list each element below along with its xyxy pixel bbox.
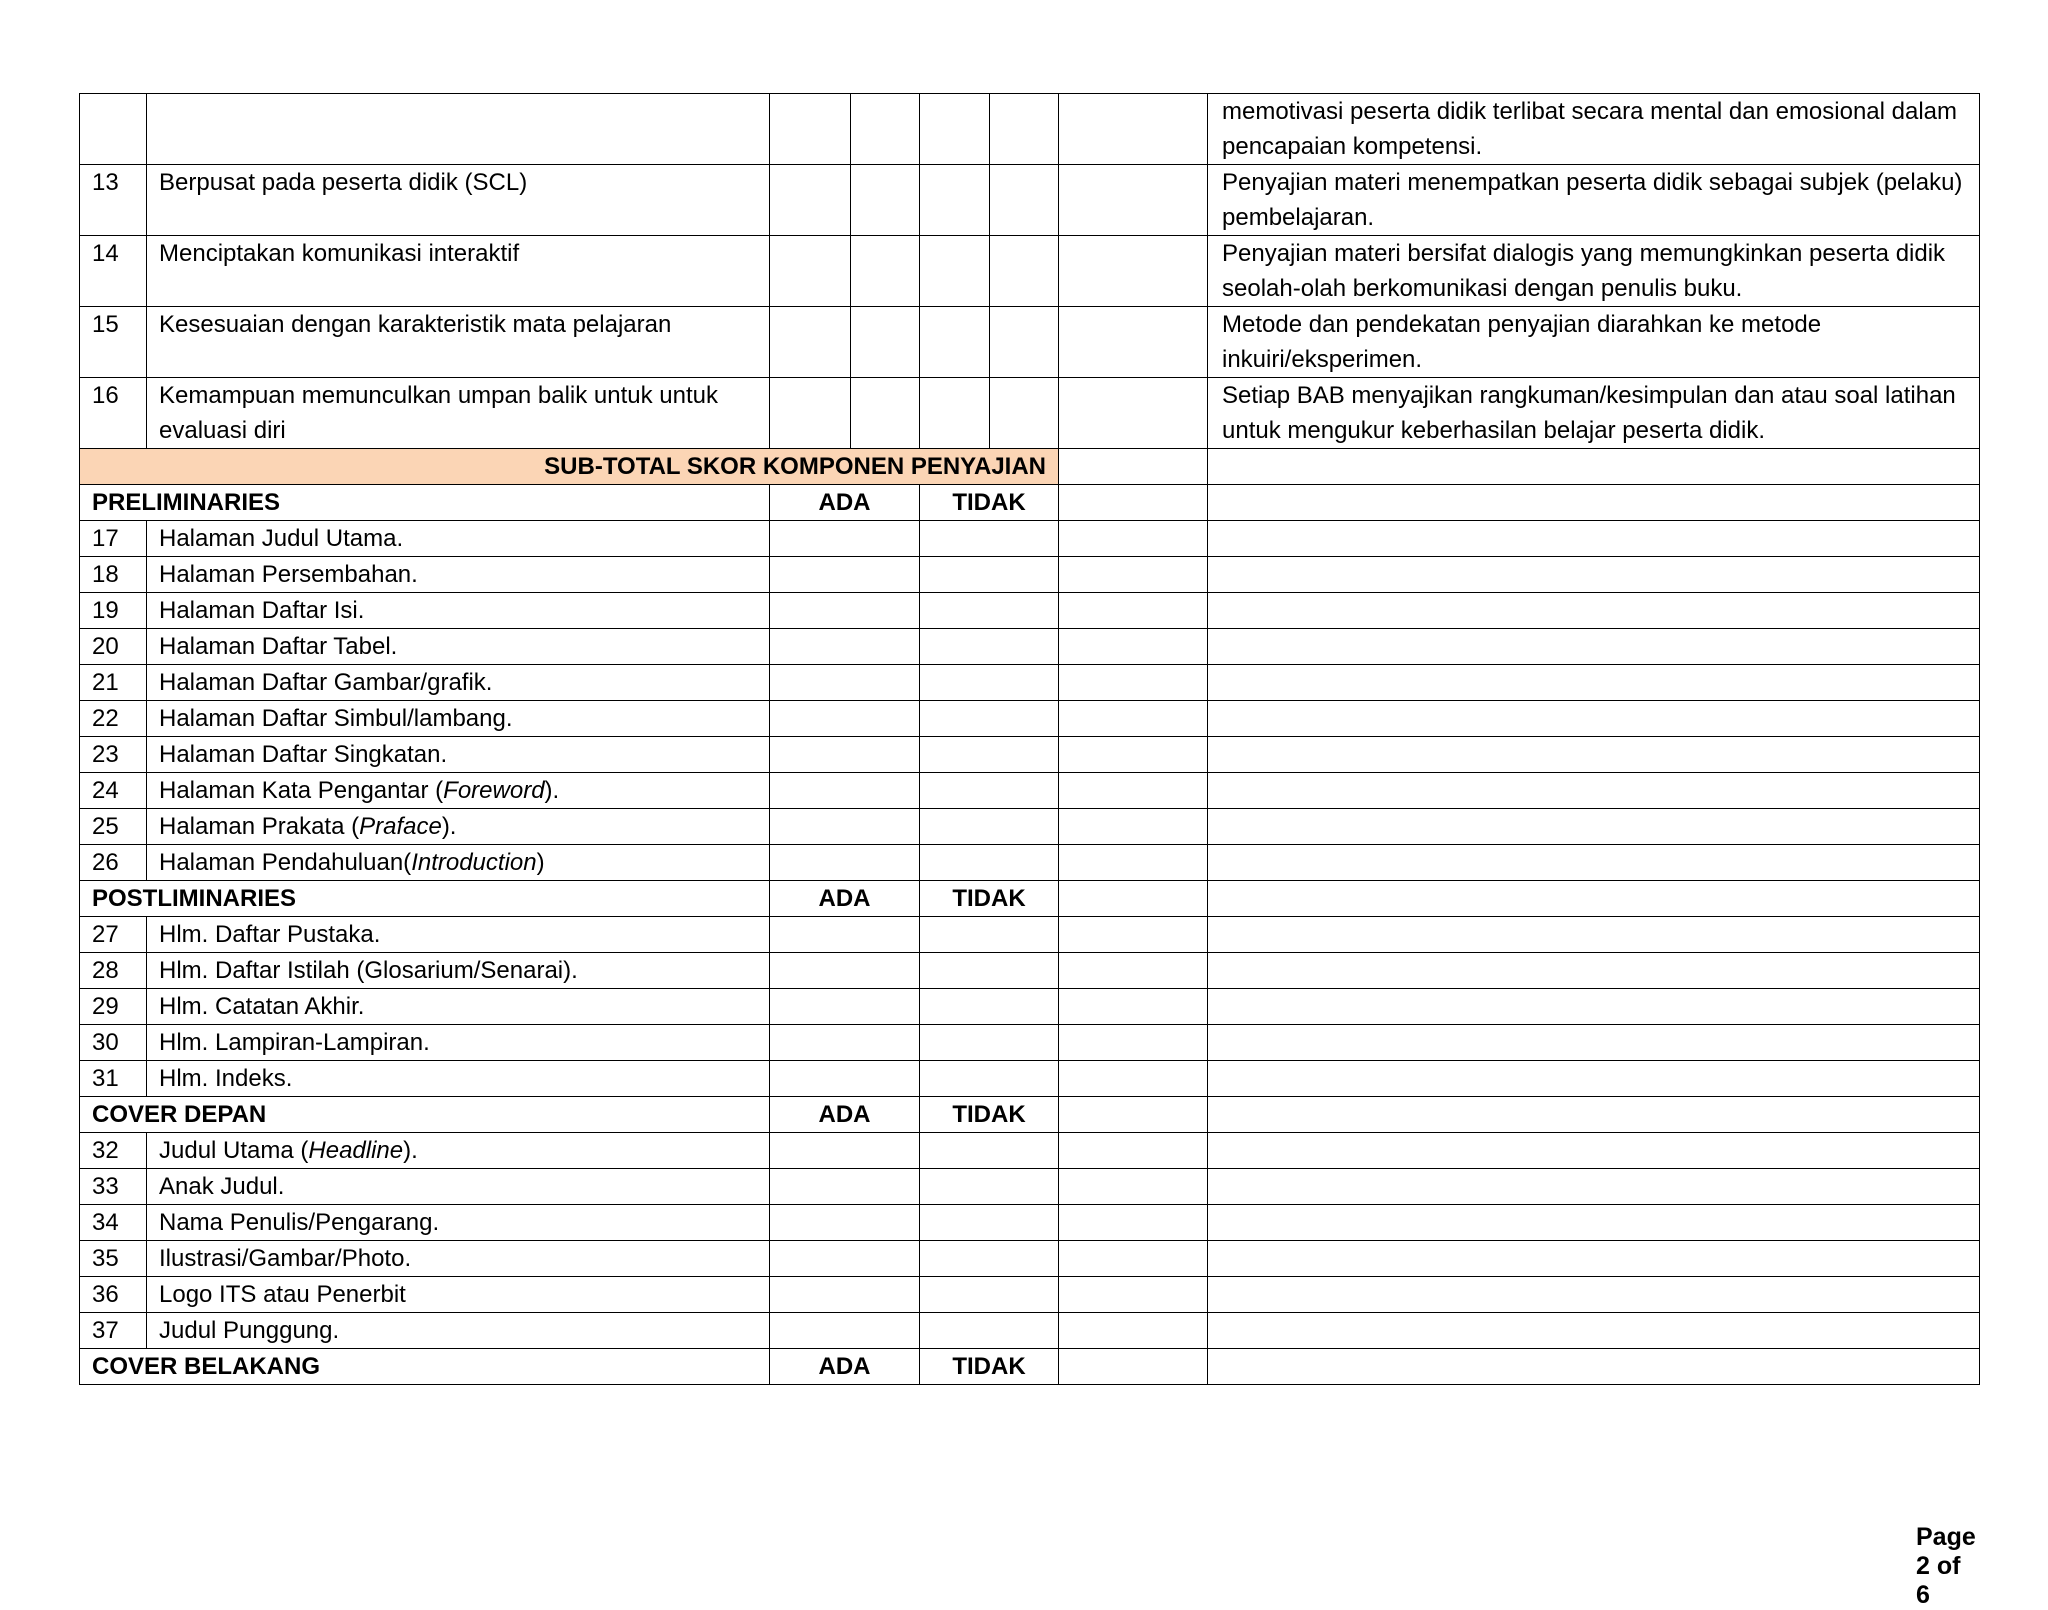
criterion-text: Berpusat pada peserta didik (SCL)	[147, 165, 770, 236]
ada-checkbox-cell[interactable]	[770, 953, 920, 989]
table-row	[80, 1205, 1980, 1241]
note-cell	[1208, 917, 1980, 953]
score-total-cell	[1059, 307, 1208, 378]
score-cell	[1059, 593, 1208, 629]
table-row	[80, 917, 1980, 953]
item-label: Halaman Daftar Isi.	[159, 597, 365, 624]
note-cell	[1208, 989, 1980, 1025]
section-header-row	[80, 881, 1980, 917]
note-cell	[1208, 1277, 1980, 1313]
col-tidak-header: TIDAK	[920, 485, 1059, 521]
ada-checkbox-cell[interactable]	[770, 1133, 920, 1169]
ada-checkbox-cell[interactable]	[770, 593, 920, 629]
score-cell[interactable]	[920, 378, 990, 449]
score-cell[interactable]	[920, 94, 990, 165]
table-row	[80, 1025, 1980, 1061]
criterion-text	[147, 94, 770, 165]
tidak-checkbox-cell[interactable]	[920, 737, 1059, 773]
item-label: Hlm. Catatan Akhir.	[159, 993, 365, 1020]
row-number: 29	[80, 989, 147, 1025]
item-label-suffix: ).	[544, 777, 560, 804]
item-label: Halaman Daftar Tabel.	[159, 633, 398, 660]
note-cell	[1208, 845, 1980, 881]
col-ada-header: ADA	[770, 1349, 920, 1385]
score-cell	[1059, 485, 1208, 521]
item-text	[147, 1241, 770, 1277]
row-number: 19	[80, 593, 147, 629]
item-label-italic: Praface	[359, 813, 442, 840]
ada-checkbox-cell[interactable]	[770, 989, 920, 1025]
score-cell[interactable]	[920, 307, 990, 378]
item-label: Hlm. Daftar Pustaka.	[159, 921, 381, 948]
item-text	[147, 1133, 770, 1169]
ada-checkbox-cell[interactable]	[770, 665, 920, 701]
score-cell	[1059, 629, 1208, 665]
note-text: Setiap BAB menyajikan rangkuman/kesimpulan dan atau soal latihan untuk mengukur keberhasilan belajar peserta didik.	[1208, 378, 1980, 449]
row-number: 13	[80, 165, 147, 236]
item-label: Ilustrasi/Gambar/Photo.	[159, 1245, 412, 1272]
score-cell	[1059, 881, 1208, 917]
score-cell[interactable]	[851, 236, 920, 307]
item-label: Halaman Daftar Singkatan.	[159, 741, 448, 768]
score-cell[interactable]	[851, 307, 920, 378]
row-number: 33	[80, 1169, 147, 1205]
col-ada-header: ADA	[770, 881, 920, 917]
item-label: Hlm. Daftar Istilah (Glosarium/Senarai).	[159, 957, 578, 984]
table-row	[80, 1277, 1980, 1313]
row-number: 37	[80, 1313, 147, 1349]
note-text: memotivasi peserta didik terlibat secara mental dan emosional dalam pencapaian kompetensi.	[1208, 94, 1980, 165]
tidak-checkbox-cell[interactable]	[920, 1061, 1059, 1097]
table-row	[80, 809, 1980, 845]
table-row	[80, 773, 1980, 809]
ada-checkbox-cell[interactable]	[770, 1169, 920, 1205]
row-number: 20	[80, 629, 147, 665]
row-number: 35	[80, 1241, 147, 1277]
score-cell	[1059, 1061, 1208, 1097]
item-label: Hlm. Indeks.	[159, 1065, 293, 1092]
tidak-checkbox-cell[interactable]	[920, 1241, 1059, 1277]
note-text: Metode dan pendekatan penyajian diarahkan ke metode inkuiri/eksperimen.	[1208, 307, 1980, 378]
row-number: 21	[80, 665, 147, 701]
row-number: 16	[80, 378, 147, 449]
score-cell[interactable]	[851, 378, 920, 449]
item-text	[147, 917, 770, 953]
item-label-suffix: ).	[403, 1137, 418, 1164]
section-header-row	[80, 1349, 1980, 1385]
score-cell[interactable]	[770, 378, 851, 449]
row-number: 25	[80, 809, 147, 845]
item-text	[147, 1061, 770, 1097]
item-text	[147, 1313, 770, 1349]
item-label: Halaman Kata Pengantar (	[159, 777, 444, 804]
tidak-checkbox-cell[interactable]	[920, 1277, 1059, 1313]
item-label: Halaman Prakata (	[159, 813, 360, 840]
score-cell	[1059, 989, 1208, 1025]
tidak-checkbox-cell[interactable]	[920, 701, 1059, 737]
col-tidak-header: TIDAK	[920, 1097, 1059, 1133]
item-label: Logo ITS atau Penerbit	[159, 1281, 406, 1308]
row-number: 22	[80, 701, 147, 737]
ada-checkbox-cell[interactable]	[770, 737, 920, 773]
table-row	[80, 665, 1980, 701]
note-cell	[1208, 773, 1980, 809]
col-tidak-header: TIDAK	[920, 881, 1059, 917]
ada-checkbox-cell[interactable]	[770, 1277, 920, 1313]
item-text	[147, 629, 770, 665]
col-ada-header: ADA	[770, 1097, 920, 1133]
ada-checkbox-cell[interactable]	[770, 629, 920, 665]
note-cell	[1208, 701, 1980, 737]
tidak-checkbox-cell[interactable]	[920, 665, 1059, 701]
row-number: 18	[80, 557, 147, 593]
note-cell	[1208, 593, 1980, 629]
score-cell[interactable]	[920, 165, 990, 236]
score-cell[interactable]	[990, 236, 1059, 307]
item-label: Hlm. Lampiran-Lampiran.	[159, 1029, 430, 1056]
score-cell	[1059, 1133, 1208, 1169]
section-title: PRELIMINARIES	[80, 485, 770, 521]
note-cell	[1208, 485, 1980, 521]
item-label: Nama Penulis/Pengarang.	[159, 1209, 440, 1236]
item-text	[147, 521, 770, 557]
note-cell	[1208, 737, 1980, 773]
table-row	[80, 1241, 1980, 1277]
tidak-checkbox-cell[interactable]	[920, 521, 1059, 557]
score-cell	[1059, 521, 1208, 557]
note-cell	[1208, 1349, 1980, 1385]
row-number: 32	[80, 1133, 147, 1169]
ada-checkbox-cell[interactable]	[770, 845, 920, 881]
score-cell[interactable]	[770, 307, 851, 378]
score-cell[interactable]	[990, 94, 1059, 165]
row-number: 17	[80, 521, 147, 557]
score-cell	[1059, 665, 1208, 701]
section-header-row	[80, 1097, 1980, 1133]
ada-checkbox-cell[interactable]	[770, 1061, 920, 1097]
document-page	[79, 93, 1979, 1609]
table-row	[80, 236, 1980, 307]
tidak-checkbox-cell[interactable]	[920, 953, 1059, 989]
table-row	[80, 845, 1980, 881]
section-title: COVER BELAKANG	[80, 1349, 770, 1385]
ada-checkbox-cell[interactable]	[770, 917, 920, 953]
item-label-suffix: )	[536, 849, 545, 876]
tidak-checkbox-cell[interactable]	[920, 989, 1059, 1025]
tidak-checkbox-cell[interactable]	[920, 1025, 1059, 1061]
ada-checkbox-cell[interactable]	[770, 521, 920, 557]
score-cell	[1059, 1277, 1208, 1313]
row-number: 23	[80, 737, 147, 773]
item-text	[147, 1169, 770, 1205]
item-label: Halaman Daftar Gambar/grafik.	[159, 669, 493, 696]
table-row	[80, 94, 1980, 165]
section-header-row	[80, 485, 1980, 521]
table-row	[80, 378, 1980, 449]
item-text	[147, 1025, 770, 1061]
tidak-checkbox-cell[interactable]	[920, 629, 1059, 665]
item-text	[147, 557, 770, 593]
note-text: Penyajian materi menempatkan peserta didik sebagai subjek (pelaku) pembelajaran.	[1208, 165, 1980, 236]
tidak-checkbox-cell[interactable]	[920, 809, 1059, 845]
note-cell	[1208, 1133, 1980, 1169]
item-label-italic: Headline	[308, 1137, 404, 1164]
note-cell	[1208, 953, 1980, 989]
ada-checkbox-cell[interactable]	[770, 701, 920, 737]
row-number: 30	[80, 1025, 147, 1061]
ada-checkbox-cell[interactable]	[770, 1025, 920, 1061]
table-row	[80, 701, 1980, 737]
page-number: Page 2 of 6	[1916, 1523, 1976, 1609]
table-row	[80, 953, 1980, 989]
subtotal-label: SUB-TOTAL SKOR KOMPONEN PENYAJIAN	[80, 449, 1059, 485]
table-row	[80, 1061, 1980, 1097]
note-cell	[1208, 1241, 1980, 1277]
table-row	[80, 1313, 1980, 1349]
score-cell[interactable]	[990, 165, 1059, 236]
tidak-checkbox-cell[interactable]	[920, 1169, 1059, 1205]
row-number: 24	[80, 773, 147, 809]
item-text	[147, 1277, 770, 1313]
table-row	[80, 989, 1980, 1025]
section-title: COVER DEPAN	[80, 1097, 770, 1133]
row-number	[80, 94, 147, 165]
tidak-checkbox-cell[interactable]	[920, 773, 1059, 809]
item-text	[147, 989, 770, 1025]
score-cell	[1059, 953, 1208, 989]
table-row	[80, 737, 1980, 773]
score-cell	[1059, 737, 1208, 773]
table-body	[80, 94, 1980, 1385]
score-cell[interactable]	[920, 236, 990, 307]
score-cell	[1059, 845, 1208, 881]
section-title: POSTLIMINARIES	[80, 881, 770, 917]
criterion-text: Kemampuan memunculkan umpan balik untuk untuk evaluasi diri	[147, 378, 770, 449]
score-total-cell	[1059, 94, 1208, 165]
score-cell	[1059, 1169, 1208, 1205]
score-cell	[1059, 1205, 1208, 1241]
row-number: 36	[80, 1277, 147, 1313]
item-text	[147, 665, 770, 701]
criterion-text: Kesesuaian dengan karakteristik mata pelajaran	[147, 307, 770, 378]
score-cell[interactable]	[990, 307, 1059, 378]
note-cell	[1208, 1025, 1980, 1061]
ada-checkbox-cell[interactable]	[770, 809, 920, 845]
tidak-checkbox-cell[interactable]	[920, 917, 1059, 953]
row-number: 26	[80, 845, 147, 881]
subtotal-note-cell	[1208, 449, 1980, 485]
item-label: Halaman Daftar Simbul/lambang.	[159, 705, 513, 732]
tidak-checkbox-cell[interactable]	[920, 1133, 1059, 1169]
subtotal-score-cell	[1059, 449, 1208, 485]
score-cell	[1059, 809, 1208, 845]
item-text	[147, 809, 770, 845]
score-cell[interactable]	[990, 378, 1059, 449]
score-cell	[1059, 1241, 1208, 1277]
row-number: 34	[80, 1205, 147, 1241]
note-cell	[1208, 1061, 1980, 1097]
score-cell	[1059, 917, 1208, 953]
item-label: Halaman Judul Utama.	[159, 525, 404, 552]
note-cell	[1208, 665, 1980, 701]
item-label-italic: Introduction	[411, 849, 537, 876]
score-cell	[1059, 773, 1208, 809]
item-text	[147, 701, 770, 737]
score-cell[interactable]	[770, 94, 851, 165]
col-tidak-header: TIDAK	[920, 1349, 1059, 1385]
score-cell[interactable]	[770, 236, 851, 307]
score-cell[interactable]	[851, 165, 920, 236]
score-total-cell	[1059, 165, 1208, 236]
table-row	[80, 557, 1980, 593]
ada-checkbox-cell[interactable]	[770, 1313, 920, 1349]
note-cell	[1208, 1313, 1980, 1349]
tidak-checkbox-cell[interactable]	[920, 845, 1059, 881]
score-cell	[1059, 1097, 1208, 1133]
note-cell	[1208, 629, 1980, 665]
note-text: Penyajian materi bersifat dialogis yang memungkinkan peserta didik seolah-olah berkomunikasi dengan penulis buku.	[1208, 236, 1980, 307]
note-cell	[1208, 1205, 1980, 1241]
row-number: 28	[80, 953, 147, 989]
table-row	[80, 1133, 1980, 1169]
item-label: Anak Judul.	[159, 1173, 285, 1200]
table-row	[80, 165, 1980, 236]
table-row	[80, 593, 1980, 629]
score-total-cell	[1059, 236, 1208, 307]
note-cell	[1208, 1097, 1980, 1133]
score-cell	[1059, 1313, 1208, 1349]
score-cell	[1059, 557, 1208, 593]
score-cell	[1059, 1349, 1208, 1385]
row-number: 27	[80, 917, 147, 953]
item-text	[147, 845, 770, 881]
tidak-checkbox-cell[interactable]	[920, 557, 1059, 593]
item-text	[147, 1205, 770, 1241]
item-label-suffix: ).	[441, 813, 457, 840]
item-text	[147, 953, 770, 989]
tidak-checkbox-cell[interactable]	[920, 593, 1059, 629]
item-label: Judul Punggung.	[159, 1317, 340, 1344]
note-cell	[1208, 1169, 1980, 1205]
table-row	[80, 1169, 1980, 1205]
row-number: 31	[80, 1061, 147, 1097]
score-cell[interactable]	[851, 94, 920, 165]
table-row	[80, 521, 1980, 557]
item-text	[147, 737, 770, 773]
ada-checkbox-cell[interactable]	[770, 557, 920, 593]
criterion-text: Menciptakan komunikasi interaktif	[147, 236, 770, 307]
note-cell	[1208, 521, 1980, 557]
score-cell	[1059, 701, 1208, 737]
note-cell	[1208, 809, 1980, 845]
tidak-checkbox-cell[interactable]	[920, 1205, 1059, 1241]
item-label-italic: Foreword	[443, 777, 545, 804]
row-number: 14	[80, 236, 147, 307]
col-ada-header: ADA	[770, 485, 920, 521]
table-row	[80, 629, 1980, 665]
score-total-cell	[1059, 378, 1208, 449]
score-cell	[1059, 1025, 1208, 1061]
item-label: Halaman Persembahan.	[159, 561, 418, 588]
tidak-checkbox-cell[interactable]	[920, 1313, 1059, 1349]
row-number: 15	[80, 307, 147, 378]
note-cell	[1208, 881, 1980, 917]
ada-checkbox-cell[interactable]	[770, 1205, 920, 1241]
item-label: Halaman Pendahuluan(	[159, 849, 412, 876]
item-text	[147, 593, 770, 629]
item-text	[147, 773, 770, 809]
subtotal-row	[80, 449, 1980, 485]
evaluation-table	[79, 93, 1980, 1385]
ada-checkbox-cell[interactable]	[770, 1241, 920, 1277]
item-label: Judul Utama (	[159, 1137, 309, 1164]
table-row	[80, 307, 1980, 378]
ada-checkbox-cell[interactable]	[770, 773, 920, 809]
score-cell[interactable]	[770, 165, 851, 236]
note-cell	[1208, 557, 1980, 593]
